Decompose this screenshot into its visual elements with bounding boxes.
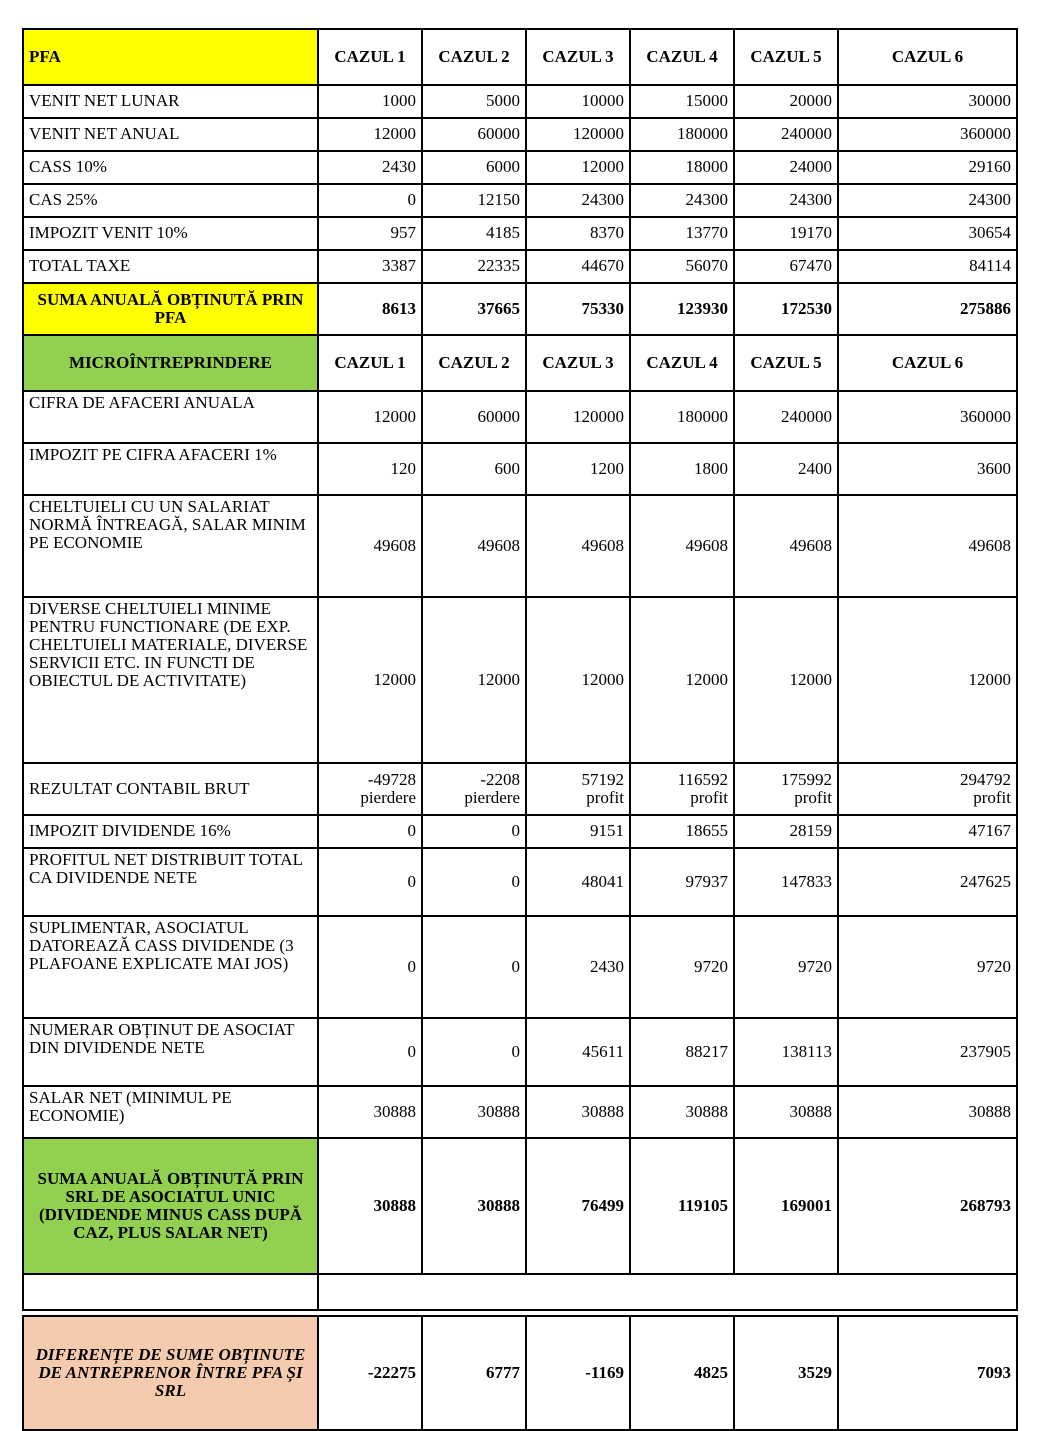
difference-table: [22, 1315, 1018, 1431]
row-label: CAS 25%: [23, 184, 318, 217]
cell-number: -49728: [367, 769, 416, 789]
pfa-total-label: SUMA ANUALĂ OBȚINUTĂ PRIN PFA: [23, 283, 318, 335]
column-header-case-5: CAZUL 5: [734, 29, 838, 85]
cell-value: 48041: [526, 848, 630, 916]
cell-value: 24300: [734, 184, 838, 217]
cell-value: 957: [318, 217, 422, 250]
cell-value: 3600: [838, 443, 1017, 495]
row-label: SALAR NET (MINIMUL PE ECONOMIE): [23, 1086, 318, 1138]
difference-value: 7093: [838, 1316, 1017, 1430]
column-header-case-1: CAZUL 1: [318, 29, 422, 85]
micro-total-row: [23, 1138, 1017, 1274]
column-header-case-3: CAZUL 3: [526, 335, 630, 391]
cell-value: 30654: [838, 217, 1017, 250]
pfa-total-value: 123930: [630, 283, 734, 335]
cell-value: 600: [422, 443, 526, 495]
cell-value: 240000: [734, 118, 838, 151]
table-row: [23, 815, 1017, 848]
cell-value: 30888: [630, 1086, 734, 1138]
row-label: CIFRA DE AFACERI ANUALA: [23, 391, 318, 443]
cell-value: 88217: [630, 1018, 734, 1086]
cell-sublabel: profit: [794, 788, 832, 807]
cell-value: 0: [422, 815, 526, 848]
cell-value: 9720: [838, 916, 1017, 1018]
cell-value: 147833: [734, 848, 838, 916]
column-header-case-2: CAZUL 2: [422, 335, 526, 391]
cell-value: 49608: [838, 495, 1017, 597]
cell-value: 4185: [422, 217, 526, 250]
cell-value: 20000: [734, 85, 838, 118]
cell-value: 12150: [422, 184, 526, 217]
micro-total-value: 30888: [422, 1138, 526, 1274]
cell-value: 9720: [630, 916, 734, 1018]
pfa-table: [22, 28, 1018, 1311]
micro-total-label: SUMA ANUALĂ OBȚINUTĂ PRIN SRL DE ASOCIATUL UNIC (DIVIDENDE MINUS CASS DUPĂ CAZ, PLUS SALAR NET): [23, 1138, 318, 1274]
row-label: VENIT NET ANUAL: [23, 118, 318, 151]
cell-value: 30888: [838, 1086, 1017, 1138]
cell-value: 30000: [838, 85, 1017, 118]
row-label: IMPOZIT DIVIDENDE 16%: [23, 815, 318, 848]
cell-value: 120: [318, 443, 422, 495]
cell-value: 9151: [526, 815, 630, 848]
table-row: [23, 151, 1017, 184]
cell-value: [734, 763, 838, 815]
cell-value: [838, 763, 1017, 815]
cell-value: 24000: [734, 151, 838, 184]
cell-value: 3387: [318, 250, 422, 283]
cell-value: 24300: [630, 184, 734, 217]
cell-value: 30888: [318, 1086, 422, 1138]
difference-row: [23, 1316, 1017, 1430]
cell-value: 13770: [630, 217, 734, 250]
column-header-case-6: CAZUL 6: [838, 335, 1017, 391]
cell-sublabel: profit: [973, 788, 1011, 807]
cell-number: 116592: [677, 769, 728, 789]
cell-value: 29160: [838, 151, 1017, 184]
difference-value: 3529: [734, 1316, 838, 1430]
cell-value: 60000: [422, 391, 526, 443]
difference-value: 6777: [422, 1316, 526, 1430]
cell-value: 12000: [318, 118, 422, 151]
spacer-row: [23, 1274, 1017, 1310]
pfa-total-value: 172530: [734, 283, 838, 335]
cell-value: 67470: [734, 250, 838, 283]
cell-value: 44670: [526, 250, 630, 283]
pfa-total-value: 275886: [838, 283, 1017, 335]
cell-value: 120000: [526, 391, 630, 443]
cell-value: 60000: [422, 118, 526, 151]
cell-value: 0: [318, 184, 422, 217]
cell-value: 1800: [630, 443, 734, 495]
cell-value: 138113: [734, 1018, 838, 1086]
difference-value: -22275: [318, 1316, 422, 1430]
cell-value: 237905: [838, 1018, 1017, 1086]
micro-total-value: 169001: [734, 1138, 838, 1274]
cell-value: 97937: [630, 848, 734, 916]
cell-value: 0: [318, 848, 422, 916]
table-row: [23, 217, 1017, 250]
cell-value: 1200: [526, 443, 630, 495]
micro-total-value: 119105: [630, 1138, 734, 1274]
cell-sublabel: pierdere: [360, 788, 416, 807]
table-row: [23, 184, 1017, 217]
cell-value: 49608: [734, 495, 838, 597]
cell-value: 18000: [630, 151, 734, 184]
micro-section-title: MICROÎNTREPRINDERE: [23, 335, 318, 391]
cell-value: 6000: [422, 151, 526, 184]
cell-value: 180000: [630, 391, 734, 443]
cell-sublabel: profit: [690, 788, 728, 807]
cell-value: 1000: [318, 85, 422, 118]
spreadsheet-sheet: [22, 28, 1017, 1431]
cell-value: 0: [318, 1018, 422, 1086]
cell-value: 5000: [422, 85, 526, 118]
cell-number: -2208: [480, 769, 520, 789]
cell-value: 12000: [838, 597, 1017, 763]
cell-number: 175992: [781, 769, 832, 789]
difference-value: -1169: [526, 1316, 630, 1430]
pfa-total-value: 8613: [318, 283, 422, 335]
cell-value: 24300: [838, 184, 1017, 217]
row-label: PROFITUL NET DISTRIBUIT TOTAL CA DIVIDENDE NETE: [23, 848, 318, 916]
cell-value: 12000: [734, 597, 838, 763]
pfa-total-row: [23, 283, 1017, 335]
row-label: VENIT NET LUNAR: [23, 85, 318, 118]
micro-total-value: 76499: [526, 1138, 630, 1274]
row-label: SUPLIMENTAR, ASOCIATUL DATOREAZĂ CASS DIVIDENDE (3 PLAFOANE EXPLICATE MAI JOS): [23, 916, 318, 1018]
row-label: REZULTAT CONTABIL BRUT: [23, 763, 318, 815]
table-row: [23, 1018, 1017, 1086]
cell-value: 28159: [734, 815, 838, 848]
cell-value: 180000: [630, 118, 734, 151]
cell-value: 120000: [526, 118, 630, 151]
cell-sublabel: profit: [586, 788, 624, 807]
row-label: CHELTUIELI CU UN SALARIAT NORMĂ ÎNTREAGĂ, SALAR MINIM PE ECONOMIE: [23, 495, 318, 597]
cell-value: 360000: [838, 118, 1017, 151]
table-row: [23, 916, 1017, 1018]
cell-value: [526, 763, 630, 815]
cell-value: 12000: [526, 597, 630, 763]
table-row: [23, 597, 1017, 763]
difference-label: DIFERENȚE DE SUME OBȚINUTE DE ANTREPRENOR ÎNTRE PFA ȘI SRL: [23, 1316, 318, 1430]
cell-value: 0: [318, 815, 422, 848]
cell-value: 360000: [838, 391, 1017, 443]
cell-value: 12000: [630, 597, 734, 763]
cell-value: 0: [422, 848, 526, 916]
cell-value: 30888: [422, 1086, 526, 1138]
cell-value: 0: [422, 916, 526, 1018]
row-label: IMPOZIT VENIT 10%: [23, 217, 318, 250]
cell-value: 0: [422, 1018, 526, 1086]
table-row: [23, 495, 1017, 597]
cell-value: 12000: [318, 597, 422, 763]
row-label: CASS 10%: [23, 151, 318, 184]
cell-number: 294792: [960, 769, 1011, 789]
cell-value: 8370: [526, 217, 630, 250]
table-row: [23, 1086, 1017, 1138]
pfa-header-row: [23, 29, 1017, 85]
cell-value: 10000: [526, 85, 630, 118]
column-header-case-3: CAZUL 3: [526, 29, 630, 85]
cell-value: [422, 763, 526, 815]
cell-value: 2430: [526, 916, 630, 1018]
cell-value: 49608: [318, 495, 422, 597]
difference-value: 4825: [630, 1316, 734, 1430]
pfa-section-title: PFA: [23, 29, 318, 85]
cell-value: 2430: [318, 151, 422, 184]
cell-value: 9720: [734, 916, 838, 1018]
column-header-case-6: CAZUL 6: [838, 29, 1017, 85]
cell-value: 30888: [734, 1086, 838, 1138]
column-header-case-5: CAZUL 5: [734, 335, 838, 391]
pfa-total-value: 37665: [422, 283, 526, 335]
cell-sublabel: pierdere: [464, 788, 520, 807]
cell-value: 12000: [318, 391, 422, 443]
column-header-case-2: CAZUL 2: [422, 29, 526, 85]
cell-value: 49608: [422, 495, 526, 597]
cell-value: 12000: [526, 151, 630, 184]
cell-value: 49608: [526, 495, 630, 597]
cell-value: 2400: [734, 443, 838, 495]
row-label: TOTAL TAXE: [23, 250, 318, 283]
cell-value: 30888: [526, 1086, 630, 1138]
row-label: IMPOZIT PE CIFRA AFACERI 1%: [23, 443, 318, 495]
cell-value: 18655: [630, 815, 734, 848]
micro-header-row: [23, 335, 1017, 391]
cell-value: 0: [318, 916, 422, 1018]
row-label: DIVERSE CHELTUIELI MINIME PENTRU FUNCTIONARE (DE EXP. CHELTUIELI MATERIALE, DIVERSE SERVICII ETC. IN FUNCTI DE OBIECTUL DE ACTIVITATE): [23, 597, 318, 763]
table-row: [23, 391, 1017, 443]
cell-value: 84114: [838, 250, 1017, 283]
cell-value: 24300: [526, 184, 630, 217]
cell-value: 247625: [838, 848, 1017, 916]
cell-value: 15000: [630, 85, 734, 118]
spacer-cell-left: [23, 1274, 318, 1310]
cell-value: 49608: [630, 495, 734, 597]
pfa-total-value: 75330: [526, 283, 630, 335]
cell-value: 56070: [630, 250, 734, 283]
table-row: [23, 848, 1017, 916]
cell-value: 47167: [838, 815, 1017, 848]
spacer-cell-right: [318, 1274, 1017, 1310]
table-row: [23, 118, 1017, 151]
cell-value: 22335: [422, 250, 526, 283]
cell-value: [630, 763, 734, 815]
table-row: [23, 763, 1017, 815]
cell-value: 12000: [422, 597, 526, 763]
micro-total-value: 30888: [318, 1138, 422, 1274]
column-header-case-4: CAZUL 4: [630, 29, 734, 85]
table-row: [23, 443, 1017, 495]
row-label: NUMERAR OBȚINUT DE ASOCIAT DIN DIVIDENDE NETE: [23, 1018, 318, 1086]
cell-value: 19170: [734, 217, 838, 250]
cell-value: [318, 763, 422, 815]
cell-number: 57192: [581, 769, 624, 789]
cell-value: 240000: [734, 391, 838, 443]
micro-total-value: 268793: [838, 1138, 1017, 1274]
table-row: [23, 85, 1017, 118]
column-header-case-4: CAZUL 4: [630, 335, 734, 391]
table-row: [23, 250, 1017, 283]
cell-value: 45611: [526, 1018, 630, 1086]
column-header-case-1: CAZUL 1: [318, 335, 422, 391]
